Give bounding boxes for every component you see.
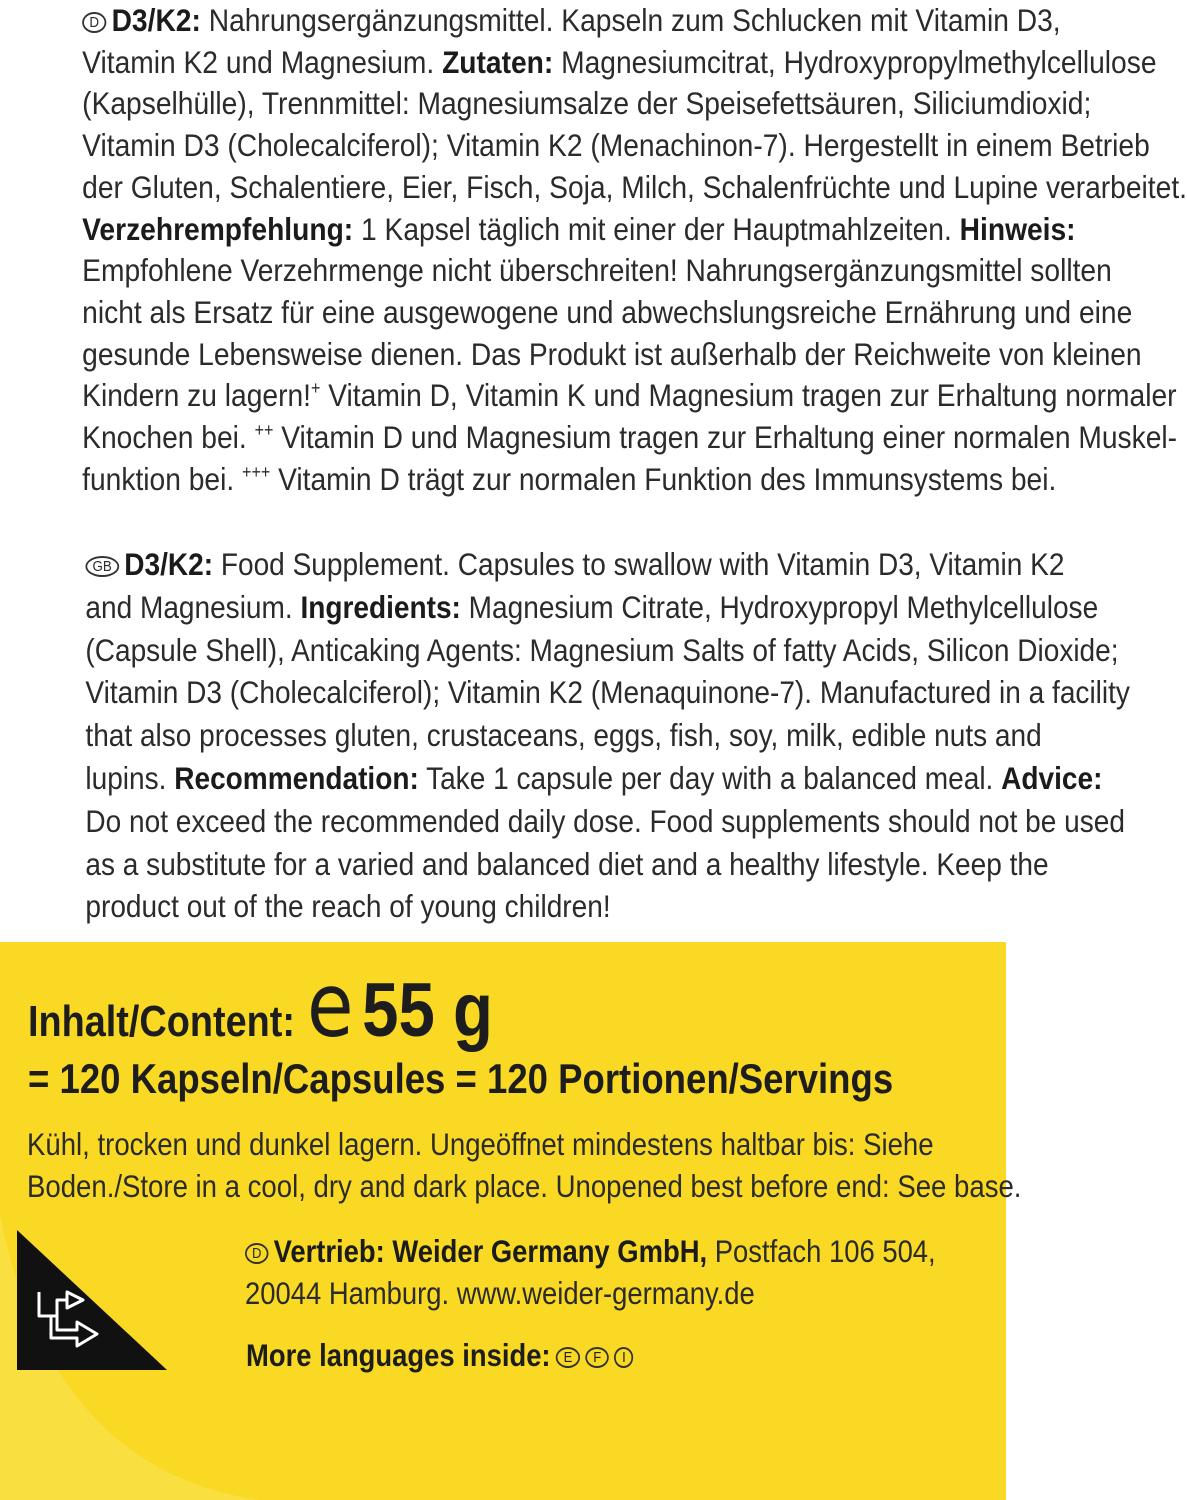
country-flag-de-distributor: D xyxy=(245,1243,268,1264)
language-code-i: I xyxy=(614,1347,633,1368)
en-line-4: Vitamin D3 (Cholecalciferol); Vitamin K2 (Menaquinone-7). Manufactured in a facility xyxy=(85,674,1130,711)
storage-instructions xyxy=(27,1123,1022,1207)
en-line-8: as a substitute for a varied and balanced diet and a healthy lifestyle. Keep the xyxy=(85,845,1049,882)
country-flag-de: D xyxy=(82,12,106,33)
estimated-sign-icon: e xyxy=(306,954,354,1057)
more-languages-label: More languages inside: xyxy=(246,1337,551,1373)
net-content xyxy=(28,954,493,1057)
storage-line-1: Kühl, trocken und dunkel lagern. Ungeöffnet mindestens haltbar bis: Siehe xyxy=(27,1126,934,1162)
en-line-5: that also processes gluten, crustaceans, eggs, fish, soy, milk, edible nuts and xyxy=(85,717,1042,754)
de-line-11: Knochen bei. ++ Vitamin D und Magnesium tragen zur Erhaltung einer normalen Muskel- xyxy=(82,419,1178,456)
de-line-2: Vitamin K2 und Magnesium. Zutaten: Magnesiumcitrat, Hydroxypropylmethylcellulose xyxy=(82,43,1157,80)
content-label: Inhalt/Content: xyxy=(28,997,295,1046)
language-code-e: E xyxy=(556,1347,580,1368)
en-line-3: (Capsule Shell), Anticaking Agents: Magnesium Salts of fatty Acids, Silicon Dioxide; xyxy=(85,631,1119,668)
de-line-4: Vitamin D3 (Cholecalciferol); Vitamin K2 (Menachinon-7). Hergestellt in einem Betrieb xyxy=(82,127,1150,164)
de-line-9: gesunde Lebensweise dienen. Das Produkt ist außerhalb der Reichweite von kleinen xyxy=(82,335,1142,372)
open-here-arrow-icon xyxy=(17,1230,167,1370)
storage-line-2: Boden./Store in a cool, dry and dark place. Unopened best before end: See base. xyxy=(27,1168,1022,1204)
more-languages xyxy=(246,1337,634,1374)
de-line-8: nicht als Ersatz für eine ausgewogene und abwechslungsreiche Ernährung und eine xyxy=(82,293,1133,330)
en-line-9: product out of the reach of young children! xyxy=(85,888,611,925)
country-flag-gb: GB xyxy=(85,556,119,577)
en-line-6: lupins. Recommendation: Take 1 capsule per day with a balanced meal. Advice: xyxy=(85,759,1103,796)
distributor-info xyxy=(245,1230,1028,1314)
de-line-10: Kindern zu lagern!+ Vitamin D, Vitamin K und Magnesium tragen zur Erhaltung normaler xyxy=(82,377,1177,414)
de-line-5: der Gluten, Schalentiere, Eier, Fisch, Soja, Milch, Schalenfrüchte und Lupine verarbeitet. xyxy=(82,168,1187,205)
de-line-1: D D3/K2: Nahrungsergänzungsmittel. Kapseln zum Schlucken mit Vitamin D3, xyxy=(82,0,1040,42)
english-label-text xyxy=(85,543,1130,928)
de-line-12: funktion bei. +++ Vitamin D trägt zur normalen Funktion des Immunsystems bei. xyxy=(82,460,1057,497)
de-line-6: Verzehrempfehlung: 1 Kapsel täglich mit einer der Hauptmahlzeiten. Hinweis: xyxy=(82,210,1076,247)
language-code-f: F xyxy=(585,1347,609,1368)
de-line-7: Empfohlene Verzehrmenge nicht überschreiten! Nahrungsergänzungsmittel sollten xyxy=(82,252,1112,289)
capsule-count: = 120 Kapseln/Capsules = 120 Portionen/Servings xyxy=(28,1055,894,1102)
content-amount: 55 g xyxy=(362,968,493,1053)
distributor-line-2: 20044 Hamburg. www.weider-germany.de xyxy=(245,1275,755,1311)
distributor-line-1: D Vertrieb: Weider Germany GmbH, Postfach 106 504, xyxy=(245,1230,1028,1272)
en-line-1: GB D3/K2: Food Supplement. Capsules to swallow with Vitamin D3, Vitamin K2 xyxy=(85,543,1046,586)
german-label-text xyxy=(82,0,1187,500)
de-line-3: (Kapselhülle), Trennmittel: Magnesiumsalze der Speisefettsäuren, Siliciumdioxid; xyxy=(82,85,1092,122)
en-line-7: Do not exceed the recommended daily dose. Food supplements should not be used xyxy=(85,802,1125,839)
en-line-2: and Magnesium. Ingredients: Magnesium Citrate, Hydroxypropyl Methylcellulose xyxy=(85,588,1099,625)
